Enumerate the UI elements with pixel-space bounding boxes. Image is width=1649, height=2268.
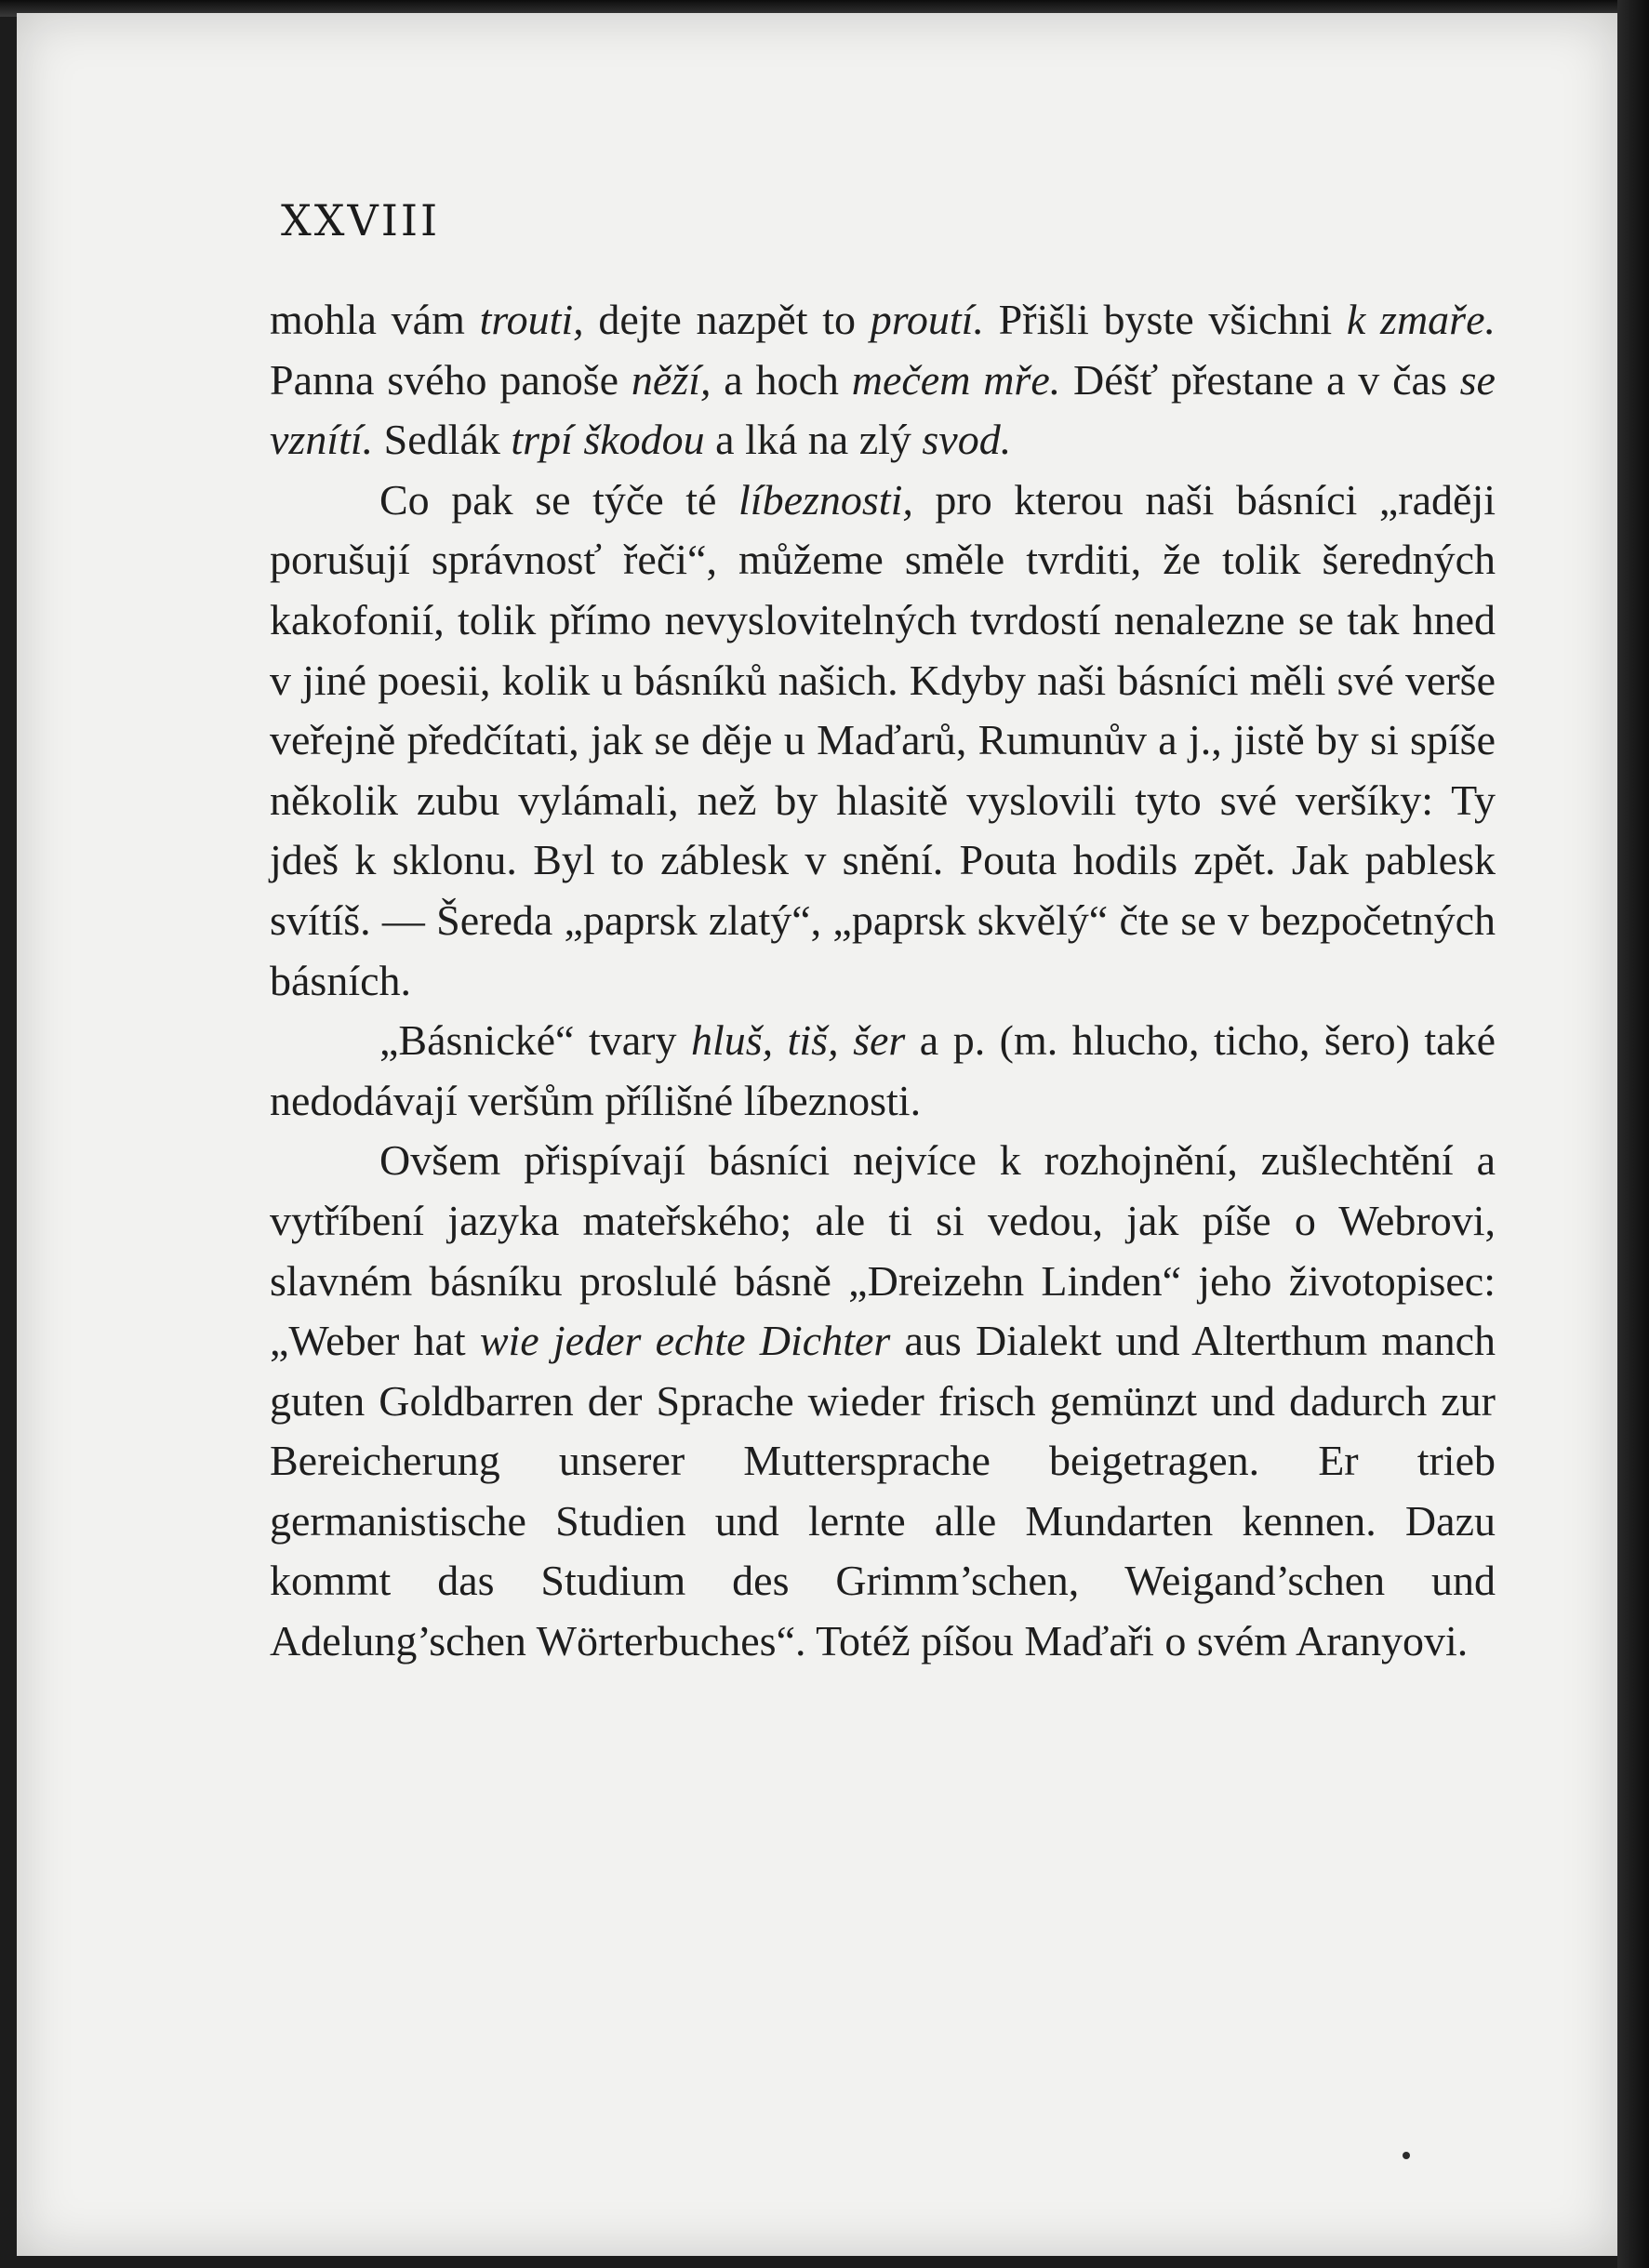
text-run: Co pak se týče té [379, 475, 739, 524]
text-run: a lká na zlý [704, 416, 923, 464]
italic-run: svod. [922, 416, 1012, 464]
text-run: Sedlák [373, 416, 512, 464]
text-run: Panna svého panoše [270, 355, 632, 404]
text-run: a hoch [711, 355, 852, 404]
italic-run: se vznítí. [270, 355, 1496, 464]
italic-run: něží, [631, 355, 711, 404]
text-run: Ovšem přispívají básníci nejvíce k rozhojnění, zušlechtění a vytříbení jazyka mateřského; ale ti si vedou, jak píše o Webrovi, slavném básníku proslulé básně „Dreizehn Linden“ jeho životopisec: „Weber hat [270, 1136, 1496, 1365]
italic-run: wie jeder echte Dichter [479, 1317, 891, 1365]
text-run: Déšť přestane a v čas [1060, 355, 1460, 404]
page-right-edge [1617, 0, 1649, 2268]
text-run: mohla vám [270, 296, 480, 343]
italic-run: trpí škodou [511, 416, 705, 464]
text-run: Přišli byste všichni [983, 296, 1347, 343]
book-page [17, 13, 1624, 2256]
italic-run: líbeznosti, [738, 475, 913, 524]
page-number: XXVIII [281, 195, 441, 245]
body-text [270, 290, 1496, 1672]
paragraph [270, 471, 1496, 1011]
ink-speck [1403, 2152, 1410, 2159]
text-run: a p. (m. hlucho, ticho, šero) také nedodávají veršům přílišné líbeznosti. [270, 1016, 1496, 1124]
text-run: pro kterou naši básníci „raději porušují správnosť řeči“, můžeme směle tvrditi, že tolik šeredných kakofonií, tolik přímo nevyslovitelných tvrdostí nenalezne se tak hned v jiné poesii, kolik u básníků našich. Kdyby naši básníci měli své verše veřejně předčítati, jak se děje u Maďarů, Rumunův a j., jistě by si spíše několik zubu vylámali, než by hlasitě vyslovili tyto své veršíky: Ty jdeš k sklonu. Byl to záblesk v snění. Pouta hodils zpět. Jak pablesk svítíš. — Šereda „paprsk zlatý“, „paprsk skvělý“ čte se v bezpočetných básních. [270, 475, 1496, 1004]
italic-run: hluš, tiš, šer [690, 1016, 906, 1065]
paragraph [270, 1011, 1496, 1131]
text-run: dejte nazpět to [583, 296, 871, 343]
italic-run: trouti, [479, 296, 584, 343]
italic-run: k zmaře. [1346, 296, 1496, 343]
italic-run: mečem mře. [851, 355, 1061, 404]
text-run: aus Dialekt und Alterthum manch guten Goldbarren der Sprache wieder frisch gemünzt und dadurch zur Bereicherung unserer Muttersprache beigetragen. Er trieb germanistische Studien und lernte alle Mundarten kennen. Dazu kommt das Studium des Grimm’schen, Weigand’schen und Adelung’schen Wörterbuches“. Totéž píšou Maďaři o svém Aranyovi. [270, 1317, 1496, 1665]
paragraph [270, 1131, 1496, 1671]
italic-run: proutí. [870, 296, 984, 343]
text-run: „Básnické“ tvary [379, 1016, 691, 1065]
paragraph [270, 290, 1496, 471]
